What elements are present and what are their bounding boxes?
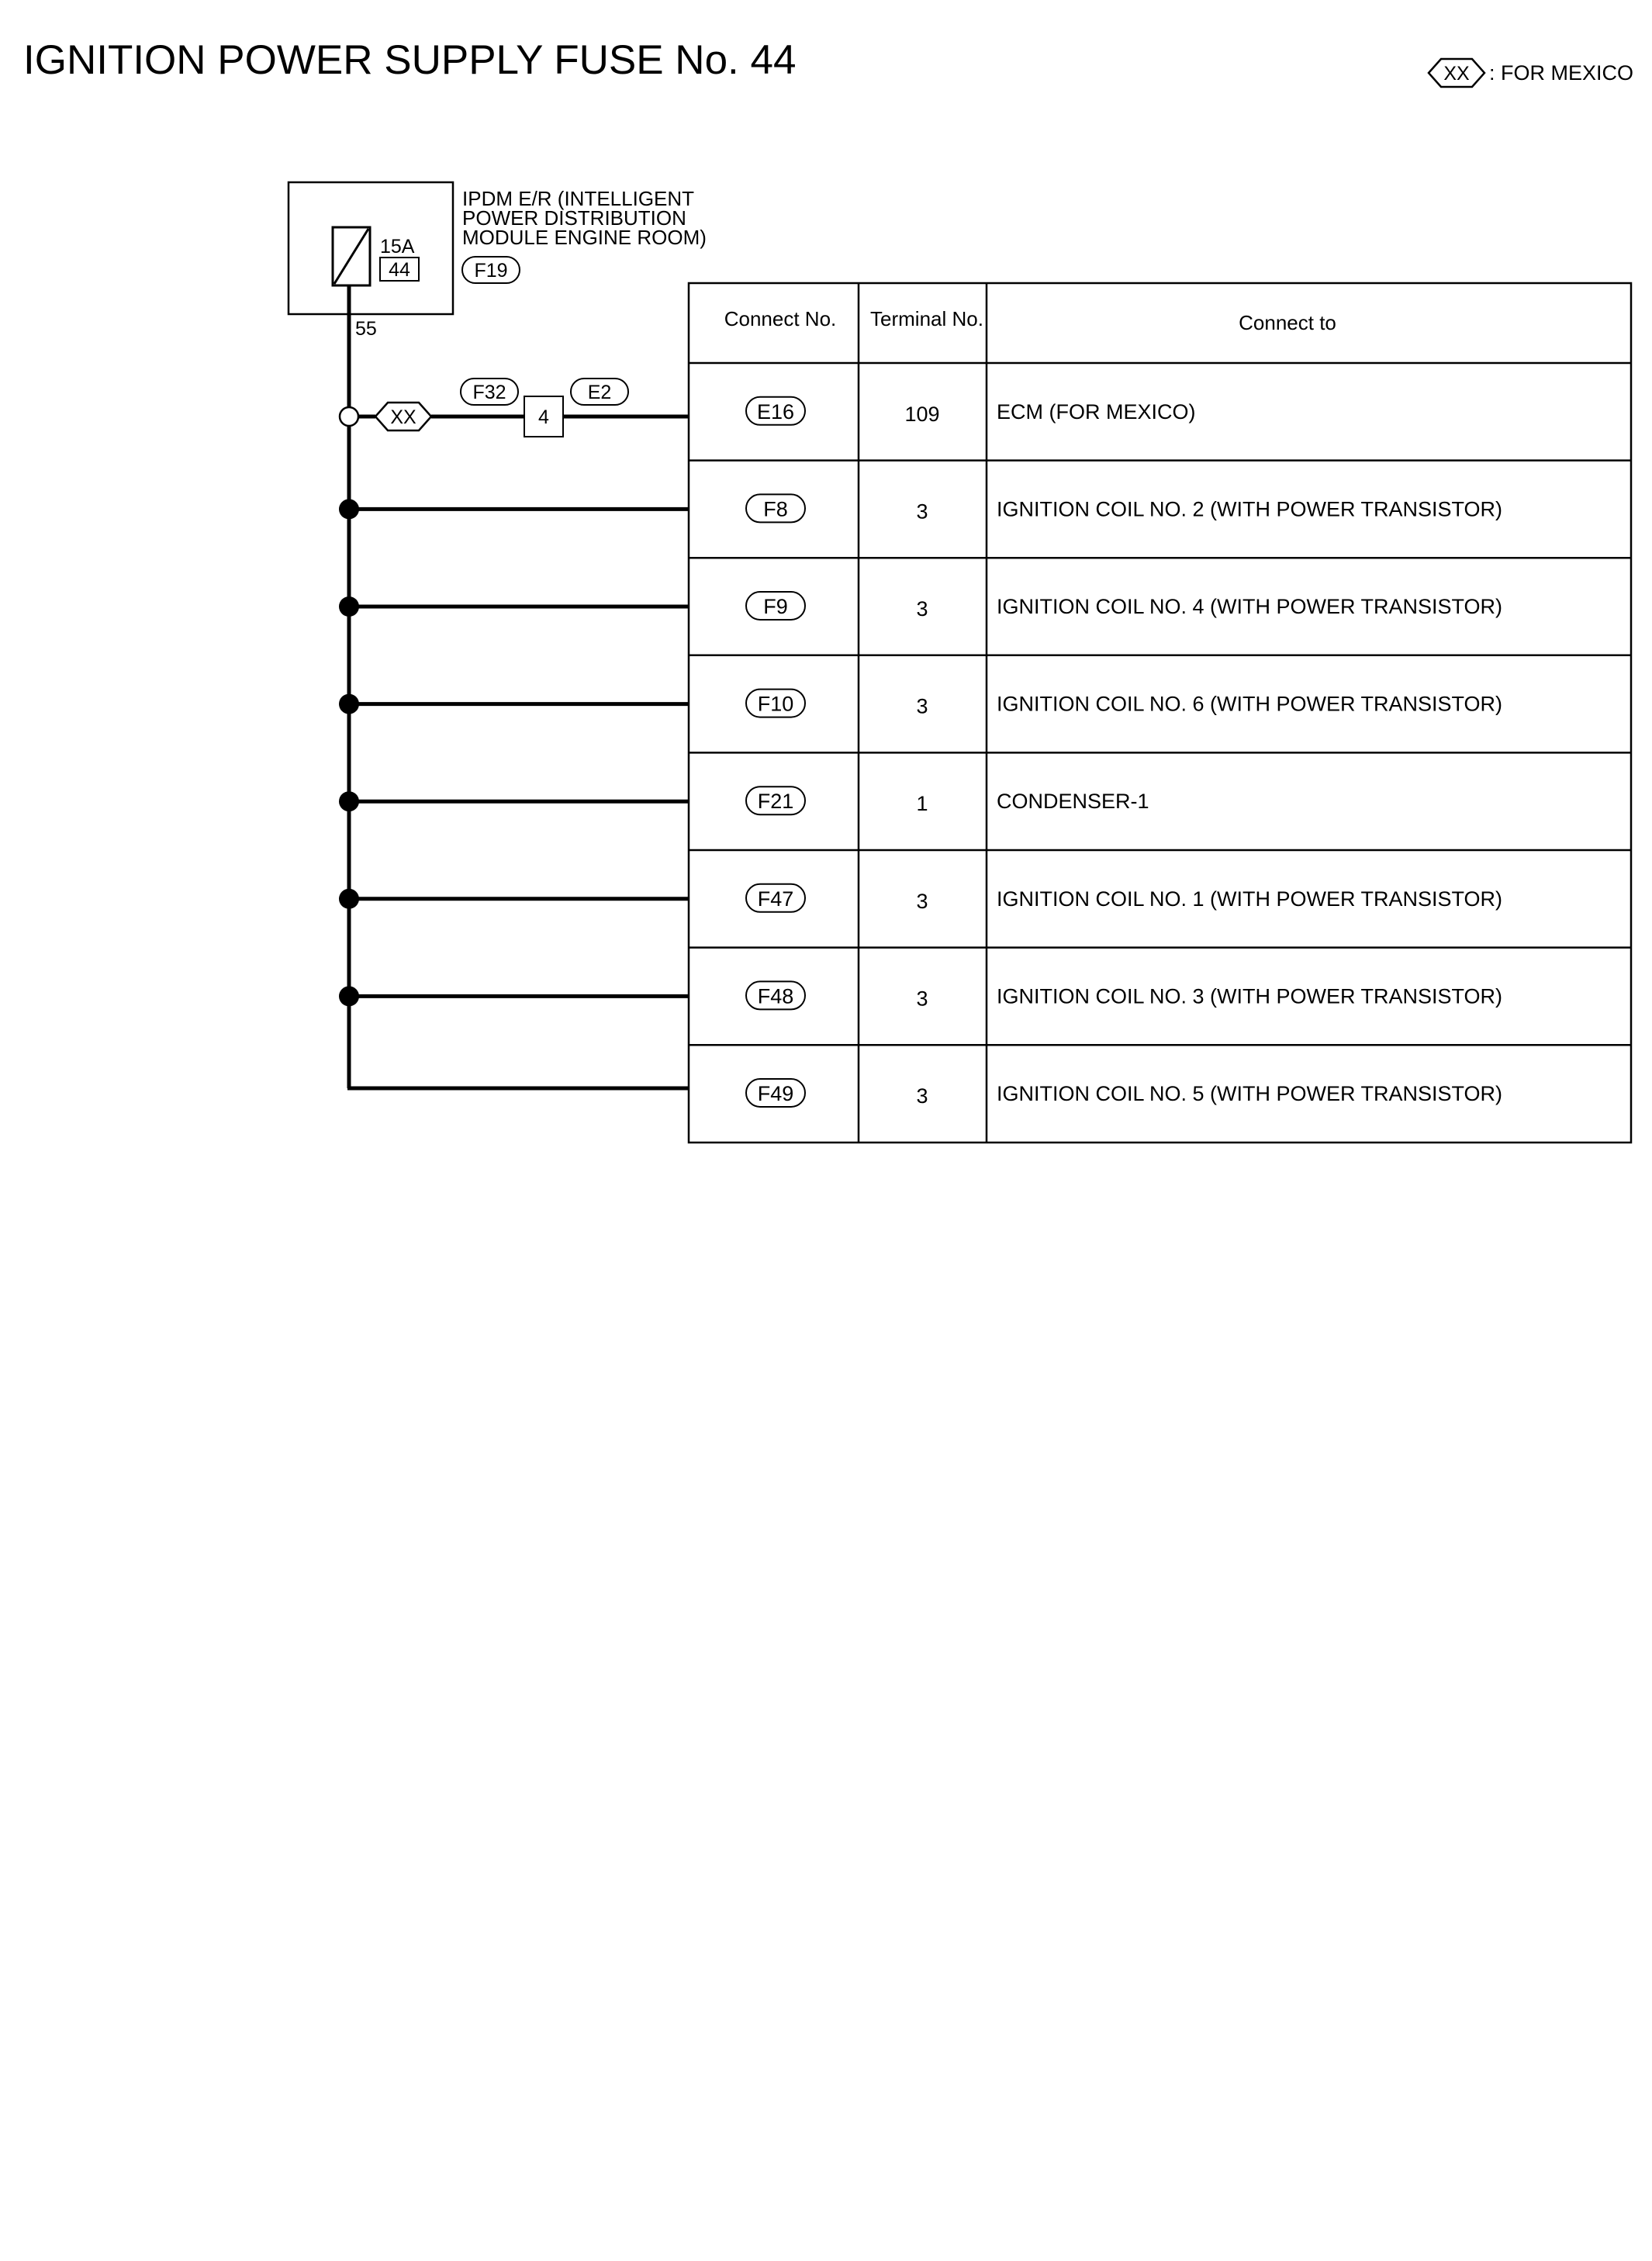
cell-connect-to: CONDENSER-1 [997, 790, 1149, 814]
legend-text: : FOR MEXICO [1489, 61, 1634, 85]
cell-terminal: 3 [916, 597, 928, 621]
splice-connector-left: F32 [472, 382, 506, 403]
fuse-rating: 15A [380, 236, 415, 258]
cell-connector: F9 [763, 595, 788, 618]
legend-symbol-text: XX [1443, 63, 1470, 85]
connection-table [689, 283, 1631, 1143]
table-rows [689, 397, 1631, 1108]
cell-connect-to: IGNITION COIL NO. 4 (WITH POWER TRANSISTOR) [997, 595, 1503, 618]
ipdm-label-line-3: MODULE ENGINE ROOM) [462, 226, 707, 249]
cell-terminal: 3 [916, 1084, 928, 1108]
cell-connect-to: ECM (FOR MEXICO) [997, 399, 1196, 424]
branch-wires [339, 499, 689, 1006]
ipdm-connector: F19 [474, 260, 508, 282]
fuse-number: 44 [389, 259, 410, 281]
cell-connector: E16 [756, 399, 795, 424]
table-row [689, 850, 1631, 913]
table-row [689, 461, 1631, 524]
legend [1429, 59, 1633, 87]
junction-dot [339, 694, 359, 714]
junction-dot [339, 596, 359, 617]
fuse-element [334, 229, 368, 284]
splice-open-junction [340, 407, 358, 426]
ipdm-module [289, 182, 707, 340]
ipdm-label-line-2: POWER DISTRIBUTION [462, 206, 686, 230]
table-header-connect-to: Connect to [1239, 311, 1336, 334]
splice-option-text: XX [390, 406, 416, 428]
splice-connector-right: E2 [587, 382, 612, 403]
cell-connect-to: IGNITION COIL NO. 3 (WITH POWER TRANSISTOR) [997, 984, 1503, 1008]
ipdm-output-terminal: 55 [355, 318, 377, 340]
cell-connector: F47 [757, 887, 794, 911]
page-title: IGNITION POWER SUPPLY FUSE No. 44 [23, 37, 797, 83]
junction-dot [339, 889, 359, 909]
junction-dot [339, 986, 359, 1006]
cell-connect-to: IGNITION COIL NO. 2 (WITH POWER TRANSISTOR) [997, 497, 1503, 521]
cell-connector: F49 [757, 1082, 794, 1105]
table-header-connect-no: Connect No. [724, 307, 837, 330]
table-row [689, 948, 1631, 1011]
cell-terminal: 109 [904, 402, 940, 426]
table-header-terminal-no: Terminal No. [870, 307, 983, 330]
junction-dot [339, 499, 359, 519]
splice-branch [340, 379, 689, 437]
table-row [689, 558, 1631, 621]
junction-dot [339, 791, 359, 811]
ipdm-label-line-1: IPDM E/R (INTELLIGENT [462, 187, 695, 210]
table-row [689, 1045, 1631, 1108]
cell-connect-to: IGNITION COIL NO. 5 (WITH POWER TRANSISTOR) [997, 1082, 1503, 1105]
cell-connector: F10 [757, 692, 794, 716]
table-row [689, 655, 1631, 718]
cell-connector: F21 [757, 790, 794, 814]
splice-terminal: 4 [538, 406, 549, 428]
cell-terminal: 3 [916, 889, 928, 913]
cell-terminal: 3 [916, 987, 928, 1011]
cell-terminal: 3 [916, 694, 928, 718]
cell-connector: F48 [757, 984, 794, 1008]
cell-terminal: 1 [916, 792, 928, 816]
cell-connector: F8 [763, 497, 788, 521]
table-row [746, 397, 1196, 426]
cell-terminal: 3 [916, 500, 928, 524]
table-row [689, 752, 1631, 815]
cell-connect-to: IGNITION COIL NO. 1 (WITH POWER TRANSISTOR) [997, 887, 1503, 911]
cell-connect-to: IGNITION COIL NO. 6 (WITH POWER TRANSISTOR) [997, 692, 1503, 716]
